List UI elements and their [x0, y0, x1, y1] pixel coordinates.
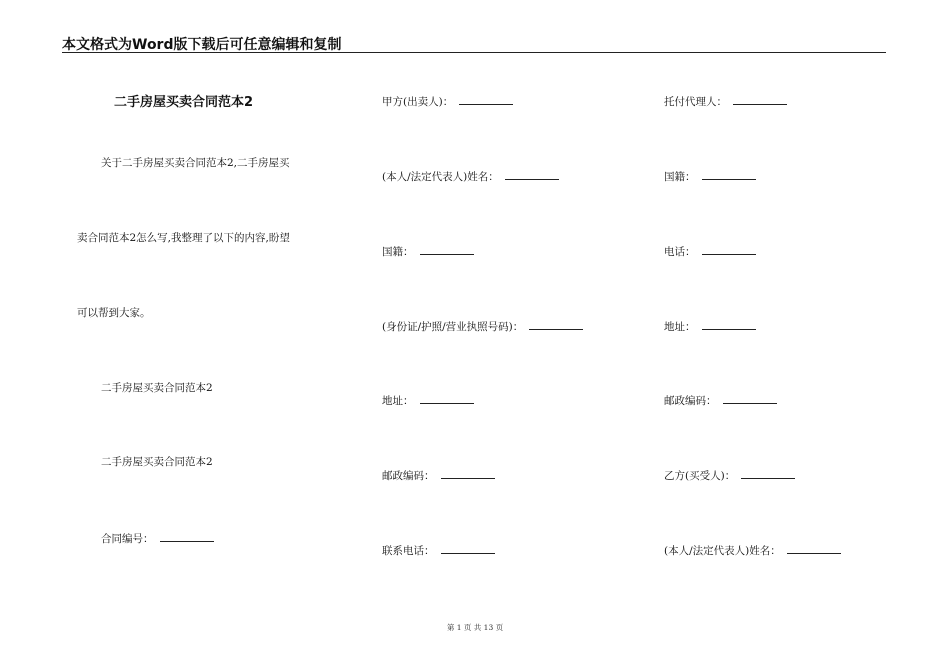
document-title: 二手房屋买卖合同范本2 — [114, 95, 254, 110]
agent-field — [664, 93, 787, 109]
header-title: 本文格式为Word版下载后可任意编辑和复制 — [62, 37, 342, 53]
party-b-blank — [741, 467, 795, 479]
party-a-phone-label: 联系电话： — [382, 545, 435, 557]
agent-phone-field — [664, 243, 756, 259]
party-a-nationality-label: 国籍： — [382, 246, 414, 258]
party-a-nationality-field — [382, 243, 474, 259]
party-a-name-blank — [505, 168, 559, 180]
subtitle-1: 二手房屋买卖合同范本2 — [101, 382, 213, 394]
subtitle-2: 二手房屋买卖合同范本2 — [101, 456, 213, 468]
party-a-name-label: (本人/法定代表人)姓名： — [382, 171, 499, 183]
party-a-phone-blank — [441, 542, 495, 554]
party-b-name-blank — [787, 542, 841, 554]
agent-nationality-label: 国籍： — [664, 171, 696, 183]
contract-number-field — [101, 530, 214, 546]
party-a-nationality-blank — [420, 243, 474, 255]
agent-address-blank — [702, 318, 756, 330]
intro-line-1: 关于二手房屋买卖合同范本2,二手房屋买 — [101, 157, 290, 169]
agent-nationality-blank — [702, 168, 756, 180]
agent-address-label: 地址： — [664, 321, 696, 333]
agent-nationality-field — [664, 168, 756, 184]
party-a-id-label: (身份证/护照/营业执照号码)： — [382, 321, 524, 333]
contract-number-blank — [160, 530, 214, 542]
party-b-name-field — [664, 542, 841, 558]
party-a-field — [382, 93, 513, 109]
party-a-id-field — [382, 318, 583, 334]
party-a-address-field — [382, 392, 474, 408]
party-b-name-label: (本人/法定代表人)姓名： — [664, 545, 781, 557]
contract-number-label: 合同编号： — [101, 533, 154, 545]
party-b-label: 乙方(买受人)： — [664, 470, 736, 482]
agent-blank — [733, 93, 787, 105]
party-b-field — [664, 467, 795, 483]
intro-line-2: 卖合同范本2怎么写,我整理了以下的内容,盼望 — [77, 232, 290, 244]
party-a-id-blank — [529, 318, 583, 330]
page-footer: 第 1 页 共 13 页 — [446, 623, 504, 632]
party-a-label: 甲方(出卖人)： — [382, 96, 454, 108]
agent-postcode-field — [664, 392, 777, 408]
agent-phone-label: 电话： — [664, 246, 696, 258]
agent-phone-blank — [702, 243, 756, 255]
party-a-postcode-label: 邮政编码： — [382, 470, 435, 482]
page-header — [62, 30, 886, 53]
agent-label: 托付代理人： — [664, 96, 727, 108]
party-a-phone-field — [382, 542, 495, 558]
agent-postcode-blank — [723, 392, 777, 404]
party-a-address-label: 地址： — [382, 395, 414, 407]
agent-postcode-label: 邮政编码： — [664, 395, 717, 407]
intro-line-3: 可以帮到大家。 — [77, 307, 151, 319]
party-a-address-blank — [420, 392, 474, 404]
agent-address-field — [664, 318, 756, 334]
party-a-postcode-field — [382, 467, 495, 483]
party-a-postcode-blank — [441, 467, 495, 479]
party-a-blank — [459, 93, 513, 105]
party-a-name-field — [382, 168, 559, 184]
